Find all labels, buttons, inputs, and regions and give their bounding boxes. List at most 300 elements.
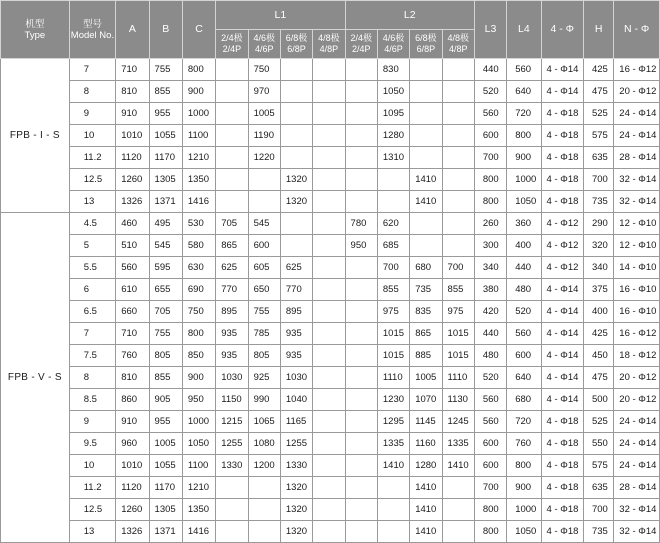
h-cell: 550	[583, 433, 613, 455]
l1-cell	[216, 521, 248, 543]
l1-cell	[313, 213, 345, 235]
l4-cell: 1050	[507, 521, 541, 543]
table-row	[1, 147, 660, 169]
a-cell: 910	[116, 411, 149, 433]
l4-cell: 900	[507, 147, 541, 169]
header-l3: L3	[474, 1, 506, 59]
model-cell: 7.5	[69, 345, 115, 367]
header-poles-cn: 4/8极	[447, 33, 469, 43]
b-cell: 1371	[149, 521, 182, 543]
l3-cell: 420	[474, 301, 506, 323]
l2-cell: 1410	[410, 191, 442, 213]
l3-cell: 480	[474, 345, 506, 367]
l1-cell	[313, 257, 345, 279]
l1-cell	[313, 521, 345, 543]
bolt-hole-cell: 4 - Φ14	[541, 81, 583, 103]
header-poles-en: 4/6P	[384, 44, 403, 54]
l4-cell: 1000	[507, 499, 541, 521]
n-phi-cell: 20 - Φ12	[614, 81, 660, 103]
l3-cell: 700	[474, 147, 506, 169]
table-row	[1, 499, 660, 521]
table-body	[1, 59, 660, 543]
l1-cell: 605	[248, 257, 280, 279]
a-cell: 1010	[116, 455, 149, 477]
l1-cell: 625	[280, 257, 312, 279]
l1-cell: 770	[280, 279, 312, 301]
h-cell: 400	[583, 301, 613, 323]
n-phi-cell: 32 - Φ14	[614, 191, 660, 213]
l2-cell: 1005	[410, 367, 442, 389]
l1-cell: 785	[248, 323, 280, 345]
model-cell: 4.5	[69, 213, 115, 235]
bolt-hole-cell: 4 - Φ12	[541, 235, 583, 257]
b-cell: 955	[149, 103, 182, 125]
l2-cell: 950	[345, 235, 377, 257]
l2-cell: 1145	[410, 411, 442, 433]
l3-cell: 380	[474, 279, 506, 301]
l2-cell: 1110	[442, 367, 474, 389]
header-model	[69, 1, 115, 59]
l3-cell: 560	[474, 103, 506, 125]
l2-cell	[410, 103, 442, 125]
l4-cell: 400	[507, 235, 541, 257]
table-row	[1, 169, 660, 191]
bolt-hole-cell: 4 - Φ14	[541, 279, 583, 301]
n-phi-cell: 20 - Φ12	[614, 367, 660, 389]
table-row	[1, 455, 660, 477]
table-row	[1, 125, 660, 147]
l1-cell	[313, 301, 345, 323]
header-l2-poles	[377, 30, 409, 59]
l4-cell: 760	[507, 433, 541, 455]
bolt-hole-cell: 4 - Φ18	[541, 477, 583, 499]
n-phi-cell: 28 - Φ14	[614, 147, 660, 169]
model-cell: 9.5	[69, 433, 115, 455]
l1-cell: 1005	[248, 103, 280, 125]
l1-cell: 1030	[216, 367, 248, 389]
l2-cell: 1070	[410, 389, 442, 411]
l1-cell: 865	[216, 235, 248, 257]
l1-cell: 1165	[280, 411, 312, 433]
l1-cell: 1255	[280, 433, 312, 455]
n-phi-cell: 32 - Φ14	[614, 499, 660, 521]
l1-cell: 805	[248, 345, 280, 367]
b-cell: 805	[149, 345, 182, 367]
l3-cell: 800	[474, 521, 506, 543]
l1-cell: 1065	[248, 411, 280, 433]
bolt-hole-cell: 4 - Φ14	[541, 301, 583, 323]
n-phi-cell: 16 - Φ10	[614, 279, 660, 301]
a-cell: 960	[116, 433, 149, 455]
c-cell: 1350	[182, 499, 215, 521]
a-cell: 1260	[116, 169, 149, 191]
l1-cell: 970	[248, 81, 280, 103]
l2-cell	[345, 411, 377, 433]
l4-cell: 1050	[507, 191, 541, 213]
table-row	[1, 389, 660, 411]
h-cell: 635	[583, 147, 613, 169]
l2-cell: 1095	[377, 103, 409, 125]
l4-cell: 360	[507, 213, 541, 235]
c-cell: 1210	[182, 477, 215, 499]
h-cell: 475	[583, 367, 613, 389]
l2-cell	[345, 59, 377, 81]
b-cell: 1170	[149, 147, 182, 169]
header-b: B	[149, 1, 182, 59]
l1-cell: 1040	[280, 389, 312, 411]
l2-cell: 700	[442, 257, 474, 279]
bolt-hole-cell: 4 - Φ18	[541, 103, 583, 125]
l1-cell: 935	[216, 323, 248, 345]
bolt-hole-cell: 4 - Φ14	[541, 345, 583, 367]
header-l1-poles	[280, 30, 312, 59]
c-cell: 1050	[182, 433, 215, 455]
a-cell: 1326	[116, 521, 149, 543]
l2-cell: 700	[377, 257, 409, 279]
header-c: C	[182, 1, 215, 59]
l1-cell	[313, 477, 345, 499]
l2-cell: 1410	[410, 169, 442, 191]
a-cell: 460	[116, 213, 149, 235]
header-poles-en: 6/8P	[287, 44, 306, 54]
n-phi-cell: 24 - Φ14	[614, 455, 660, 477]
n-phi-cell: 16 - Φ10	[614, 301, 660, 323]
l2-cell	[410, 213, 442, 235]
l2-cell	[442, 169, 474, 191]
l2-cell	[410, 81, 442, 103]
l1-cell: 1190	[248, 125, 280, 147]
a-cell: 710	[116, 59, 149, 81]
l1-cell: 1330	[216, 455, 248, 477]
l4-cell: 680	[507, 389, 541, 411]
n-phi-cell: 24 - Φ14	[614, 411, 660, 433]
l1-cell: 1215	[216, 411, 248, 433]
c-cell: 1000	[182, 103, 215, 125]
bolt-hole-cell: 4 - Φ18	[541, 191, 583, 213]
header-l2-poles	[410, 30, 442, 59]
l1-cell	[280, 125, 312, 147]
l1-cell	[248, 191, 280, 213]
l1-cell	[216, 125, 248, 147]
c-cell: 1416	[182, 191, 215, 213]
l2-cell: 1410	[410, 477, 442, 499]
h-cell: 450	[583, 345, 613, 367]
l2-cell	[345, 477, 377, 499]
l3-cell: 440	[474, 323, 506, 345]
l1-cell	[313, 367, 345, 389]
bolt-hole-cell: 4 - Φ18	[541, 147, 583, 169]
l2-cell	[345, 169, 377, 191]
l2-cell	[442, 103, 474, 125]
l2-cell	[442, 477, 474, 499]
l1-cell: 1080	[248, 433, 280, 455]
l3-cell: 440	[474, 59, 506, 81]
table-row	[1, 213, 660, 235]
l1-cell	[280, 103, 312, 125]
l1-cell: 1320	[280, 169, 312, 191]
l2-cell	[377, 477, 409, 499]
b-cell: 755	[149, 59, 182, 81]
table-row	[1, 81, 660, 103]
bolt-hole-cell: 4 - Φ12	[541, 213, 583, 235]
n-phi-cell: 32 - Φ14	[614, 169, 660, 191]
l2-cell: 1410	[410, 521, 442, 543]
b-cell: 1305	[149, 169, 182, 191]
l1-cell	[313, 81, 345, 103]
b-cell: 755	[149, 323, 182, 345]
l2-cell: 975	[377, 301, 409, 323]
l1-cell	[216, 81, 248, 103]
l2-cell: 1050	[377, 81, 409, 103]
header-poles-cn: 2/4极	[350, 33, 372, 43]
a-cell: 560	[116, 257, 149, 279]
header-poles-en: 2/4P	[222, 44, 242, 54]
l2-cell: 855	[377, 279, 409, 301]
header-l1: L1	[216, 1, 345, 30]
l1-cell: 1255	[216, 433, 248, 455]
l2-cell	[442, 81, 474, 103]
header-row-top	[1, 1, 660, 30]
model-cell: 13	[69, 521, 115, 543]
h-cell: 340	[583, 257, 613, 279]
header-poles-en: 2/4P	[351, 44, 371, 54]
l4-cell: 640	[507, 367, 541, 389]
l1-cell: 1320	[280, 521, 312, 543]
l1-cell	[248, 477, 280, 499]
h-cell: 375	[583, 279, 613, 301]
l2-cell	[345, 521, 377, 543]
l3-cell: 600	[474, 125, 506, 147]
h-cell: 575	[583, 455, 613, 477]
n-phi-cell: 16 - Φ12	[614, 59, 660, 81]
n-phi-cell: 24 - Φ14	[614, 125, 660, 147]
n-phi-cell: 28 - Φ14	[614, 477, 660, 499]
h-cell: 735	[583, 521, 613, 543]
l3-cell: 300	[474, 235, 506, 257]
l1-cell	[313, 59, 345, 81]
l1-cell	[313, 389, 345, 411]
a-cell: 810	[116, 81, 149, 103]
a-cell: 1120	[116, 147, 149, 169]
l2-cell: 1410	[377, 455, 409, 477]
b-cell: 1055	[149, 125, 182, 147]
l1-cell: 705	[216, 213, 248, 235]
a-cell: 1010	[116, 125, 149, 147]
n-phi-cell: 32 - Φ14	[614, 521, 660, 543]
l1-cell	[216, 477, 248, 499]
l3-cell: 560	[474, 389, 506, 411]
b-cell: 1005	[149, 433, 182, 455]
l2-cell	[345, 345, 377, 367]
header-a: A	[116, 1, 149, 59]
h-cell: 425	[583, 323, 613, 345]
l1-cell: 1030	[280, 367, 312, 389]
l3-cell: 340	[474, 257, 506, 279]
bolt-hole-cell: 4 - Φ18	[541, 411, 583, 433]
a-cell: 810	[116, 367, 149, 389]
l2-cell: 1245	[442, 411, 474, 433]
model-cell: 9	[69, 411, 115, 433]
table-row	[1, 521, 660, 543]
h-cell: 700	[583, 169, 613, 191]
l2-cell	[377, 499, 409, 521]
l1-cell	[216, 103, 248, 125]
model-cell: 6	[69, 279, 115, 301]
l2-cell: 1130	[442, 389, 474, 411]
l2-cell	[410, 125, 442, 147]
l2-cell: 1230	[377, 389, 409, 411]
l2-cell: 1295	[377, 411, 409, 433]
c-cell: 1100	[182, 125, 215, 147]
n-phi-cell: 20 - Φ12	[614, 389, 660, 411]
table-row	[1, 323, 660, 345]
h-cell: 575	[583, 125, 613, 147]
l3-cell: 520	[474, 81, 506, 103]
c-cell: 800	[182, 323, 215, 345]
c-cell: 750	[182, 301, 215, 323]
l1-cell: 625	[216, 257, 248, 279]
b-cell: 495	[149, 213, 182, 235]
a-cell: 1260	[116, 499, 149, 521]
table-row	[1, 257, 660, 279]
l2-cell	[345, 125, 377, 147]
l4-cell: 640	[507, 81, 541, 103]
header-poles-cn: 4/6极	[382, 33, 405, 43]
l1-cell	[313, 279, 345, 301]
model-cell: 6.5	[69, 301, 115, 323]
l3-cell: 520	[474, 367, 506, 389]
type-cell: FPB - V - S	[1, 213, 70, 543]
l1-cell: 600	[248, 235, 280, 257]
l2-cell: 1310	[377, 147, 409, 169]
c-cell: 850	[182, 345, 215, 367]
b-cell: 855	[149, 367, 182, 389]
header-4-phi: 4 - Φ	[541, 1, 583, 59]
l1-cell: 1320	[280, 191, 312, 213]
n-phi-cell: 12 - Φ10	[614, 213, 660, 235]
bolt-hole-cell: 4 - Φ18	[541, 125, 583, 147]
a-cell: 760	[116, 345, 149, 367]
l2-cell	[345, 499, 377, 521]
header-l4: L4	[507, 1, 541, 59]
table-row	[1, 411, 660, 433]
h-cell: 290	[583, 213, 613, 235]
table-header	[1, 1, 660, 59]
model-cell: 10	[69, 125, 115, 147]
header-h: H	[583, 1, 613, 59]
b-cell: 1170	[149, 477, 182, 499]
l2-cell: 975	[442, 301, 474, 323]
l1-cell: 1200	[248, 455, 280, 477]
h-cell: 475	[583, 81, 613, 103]
l2-cell: 1335	[377, 433, 409, 455]
l2-cell: 1110	[377, 367, 409, 389]
l2-cell	[442, 59, 474, 81]
model-cell: 10	[69, 455, 115, 477]
header-poles-cn: 4/6极	[253, 33, 275, 43]
model-cell: 12.5	[69, 499, 115, 521]
header-model-en: Model No.	[70, 29, 115, 41]
l2-cell	[345, 257, 377, 279]
b-cell: 595	[149, 257, 182, 279]
l2-cell: 865	[410, 323, 442, 345]
table-row	[1, 59, 660, 81]
l3-cell: 260	[474, 213, 506, 235]
l2-cell	[442, 521, 474, 543]
header-poles-en: 4/8P	[319, 44, 339, 54]
l2-cell	[345, 323, 377, 345]
l3-cell: 560	[474, 411, 506, 433]
l4-cell: 560	[507, 59, 541, 81]
h-cell: 700	[583, 499, 613, 521]
l4-cell: 440	[507, 257, 541, 279]
l2-cell	[442, 191, 474, 213]
l1-cell	[280, 81, 312, 103]
bolt-hole-cell: 4 - Φ18	[541, 521, 583, 543]
l2-cell: 885	[410, 345, 442, 367]
b-cell: 955	[149, 411, 182, 433]
a-cell: 1326	[116, 191, 149, 213]
l1-cell: 925	[248, 367, 280, 389]
l1-cell	[216, 169, 248, 191]
l1-cell	[313, 147, 345, 169]
a-cell: 610	[116, 279, 149, 301]
l1-cell	[313, 433, 345, 455]
n-phi-cell: 24 - Φ14	[614, 433, 660, 455]
l1-cell: 935	[216, 345, 248, 367]
c-cell: 690	[182, 279, 215, 301]
l4-cell: 600	[507, 345, 541, 367]
table-row	[1, 477, 660, 499]
l1-cell	[313, 125, 345, 147]
l2-cell: 1410	[410, 499, 442, 521]
bolt-hole-cell: 4 - Φ14	[541, 59, 583, 81]
l1-cell: 990	[248, 389, 280, 411]
l2-cell: 620	[377, 213, 409, 235]
l2-cell	[442, 499, 474, 521]
model-cell: 8	[69, 81, 115, 103]
n-phi-cell: 24 - Φ14	[614, 103, 660, 125]
l2-cell: 1160	[410, 433, 442, 455]
l1-cell	[313, 411, 345, 433]
bolt-hole-cell: 4 - Φ18	[541, 499, 583, 521]
l1-cell	[280, 147, 312, 169]
header-type-cn: 机型	[25, 18, 45, 30]
l2-cell: 855	[442, 279, 474, 301]
b-cell: 545	[149, 235, 182, 257]
l2-cell: 1015	[377, 323, 409, 345]
l4-cell: 1000	[507, 169, 541, 191]
c-cell: 900	[182, 367, 215, 389]
l1-cell	[313, 455, 345, 477]
h-cell: 735	[583, 191, 613, 213]
c-cell: 900	[182, 81, 215, 103]
l1-cell	[280, 59, 312, 81]
bolt-hole-cell: 4 - Φ18	[541, 455, 583, 477]
l1-cell: 750	[248, 59, 280, 81]
l4-cell: 520	[507, 301, 541, 323]
header-model-cn: 型号	[82, 18, 102, 30]
l2-cell	[345, 367, 377, 389]
model-cell: 13	[69, 191, 115, 213]
l4-cell: 560	[507, 323, 541, 345]
l4-cell: 800	[507, 455, 541, 477]
header-poles-cn: 4/8极	[318, 33, 340, 43]
l2-cell: 1335	[442, 433, 474, 455]
l1-cell: 1320	[280, 477, 312, 499]
h-cell: 635	[583, 477, 613, 499]
model-cell: 7	[69, 59, 115, 81]
